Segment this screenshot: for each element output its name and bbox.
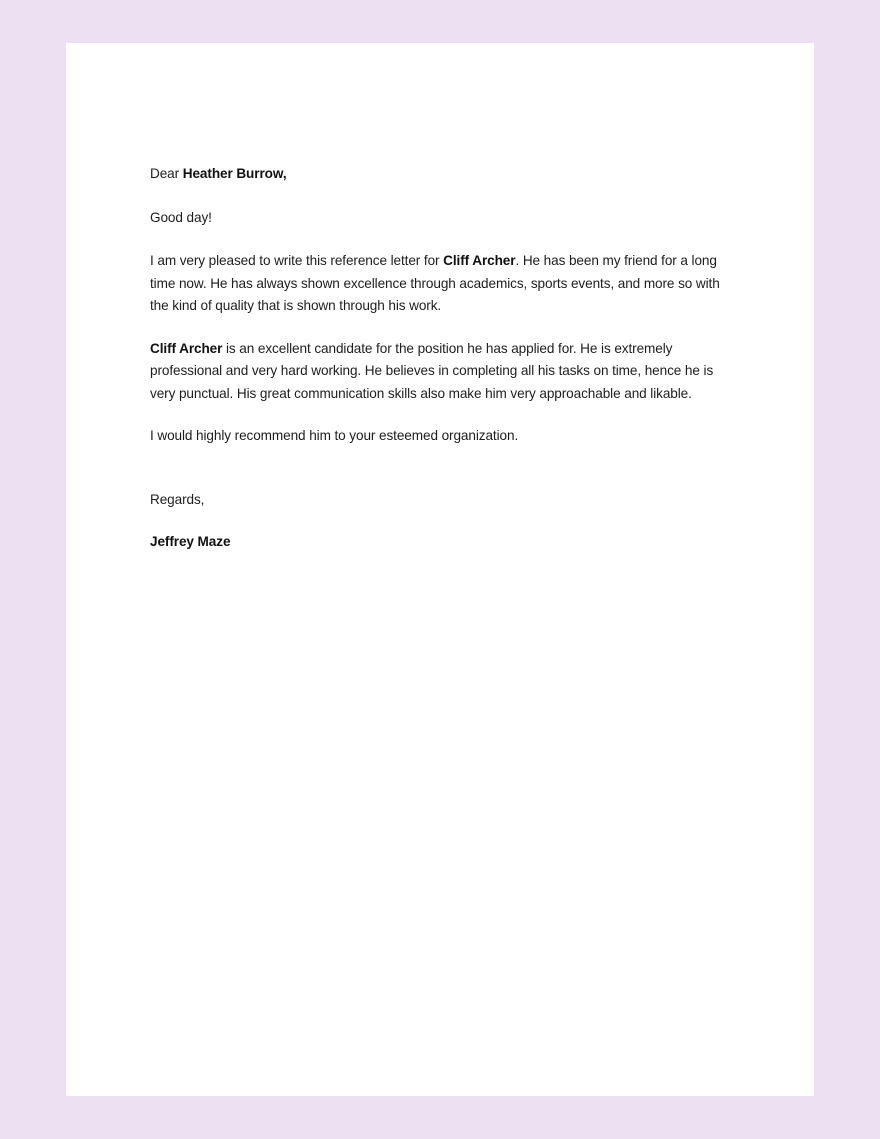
signature [150,531,740,554]
salutation [150,163,740,186]
candidate-name: Cliff Archer [443,253,516,268]
paragraph-1 [150,250,740,318]
signer-name: Jeffrey Maze [150,534,231,549]
letter-body [150,163,740,554]
paragraph-1-after: . He has been my friend for a long time now. He has always shown excellence through academics, sports events, and more so with the kind of quality that is shown through his work. [150,253,720,313]
candidate-name: Cliff Archer [150,340,223,356]
regards: Regards, [150,491,205,507]
paragraph-2 [150,338,740,406]
recipient-name: Heather Burrow [182,166,283,181]
paragraph-1-before: I am very pleased to write this reference letter for [150,253,444,268]
paragraph-2-after: is an excellent candidate for the position he has applied for. He is extremely professional and very hard working. He believes in completing all his tasks on time, hence he is very punctual. His great communication skills also make him very approachable and likable. [150,340,714,401]
salutation-suffix: , [282,166,287,181]
salutation-prefix: Dear [150,166,183,181]
letter-page [66,43,814,1096]
opener: Good day! [150,209,212,225]
recommendation-line: I would highly recommend him to your esteemed organization. [150,428,519,443]
